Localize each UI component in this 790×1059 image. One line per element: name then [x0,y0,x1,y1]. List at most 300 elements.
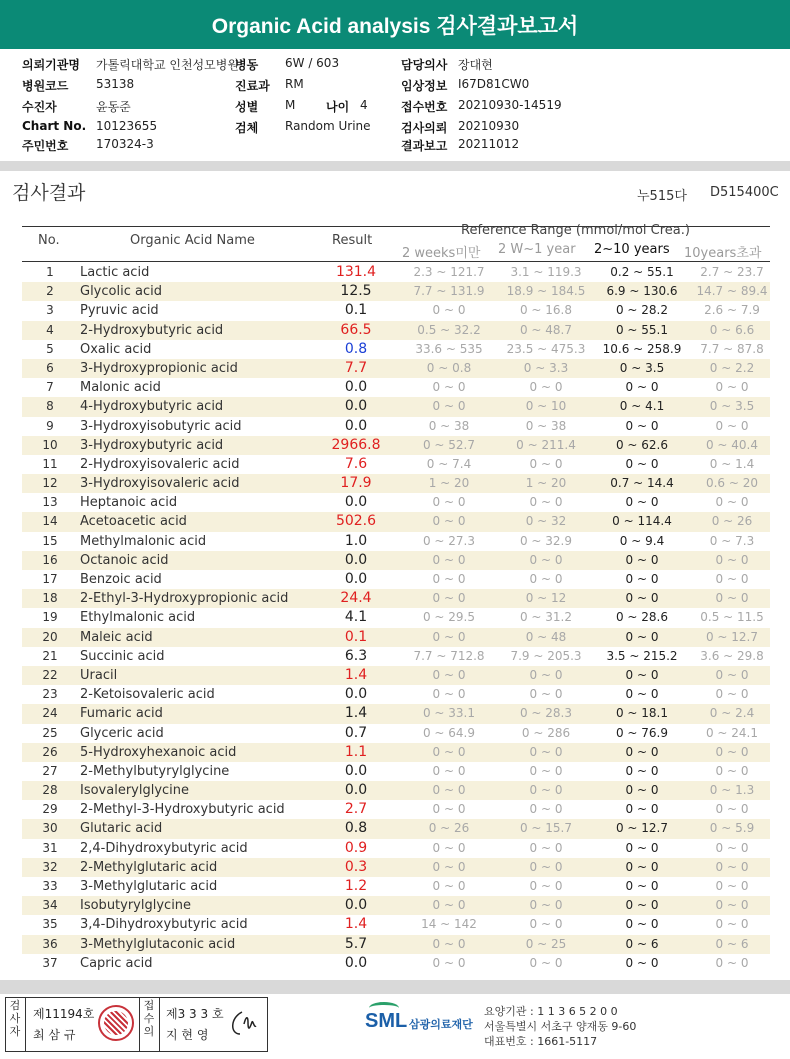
table-row [22,839,770,858]
row-ref-1year: 0 ~ 0 [529,552,563,567]
row-ref-1year: 0 ~ 32 [525,514,567,529]
row-ref-over10: 0 ~ 0 [715,898,749,913]
row-ref-over10: 0 ~ 0 [715,840,749,855]
sign1-license: 제11194호 [33,1007,95,1021]
row-ref-2weeks: 0 ~ 0 [432,840,466,855]
footer-divider [0,980,790,994]
row-acid-name: 3,4-Dihydroxybutyric acid [80,917,248,933]
table-row [22,954,770,973]
row-ref-2weeks: 0 ~ 0 [432,898,466,913]
row-ref-1year: 0 ~ 0 [529,802,563,817]
patient-label: 수진자 [22,100,57,114]
table-row [22,321,770,340]
row-ref-10years: 0 ~ 62.6 [615,437,669,452]
row-result: 1.4 [344,666,368,683]
signature-icon [226,1008,262,1040]
table-row [22,493,770,512]
row-result: 0.0 [344,398,368,415]
table-header-border [22,261,770,262]
row-number: 22 [42,667,58,682]
row-ref-1year: 0 ~ 48.7 [519,322,573,337]
row-result: 0.0 [344,571,368,587]
table-row [22,685,770,704]
receipt-value: 20210930-14519 [458,98,562,112]
row-number: 5 [46,341,54,356]
row-ref-2weeks: 1 ~ 20 [428,476,470,491]
row-ref-10years: 0 ~ 76.9 [615,725,669,740]
header-age-10years: 2~10 years [594,242,670,257]
row-number: 4 [46,322,54,337]
row-ref-1year: 0 ~ 48 [525,629,567,644]
row-ref-1year: 0 ~ 31.2 [519,610,573,625]
row-number: 18 [42,591,58,606]
row-number: 33 [42,879,58,893]
row-ref-over10: 0 ~ 0 [715,763,749,778]
receipt-label: 접수번호 [401,100,448,114]
report-date-label: 결과보고 [401,139,448,153]
row-acid-name: Glyceric acid [80,725,164,741]
table-row [22,455,770,474]
row-acid-name: Oxalic acid [80,341,152,357]
row-ref-10years: 0 ~ 0 [625,898,659,913]
row-acid-name: 2-Hydroxybutyric acid [80,322,224,338]
table-row [22,532,770,551]
report-date-value: 20211012 [458,137,520,151]
row-ref-2weeks: 0 ~ 7.4 [426,456,472,471]
row-ref-2weeks: 14 ~ 142 [421,917,477,932]
row-result: 1.2 [344,878,368,894]
table-row [22,378,770,397]
row-ref-over10: 0 ~ 0 [715,380,749,395]
row-ref-2weeks: 0 ~ 0 [432,802,466,817]
row-acid-name: Heptanoic acid [80,495,178,511]
row-ref-over10: 0 ~ 26 [711,514,753,529]
row-ref-10years: 0 ~ 0 [625,629,659,644]
table-row [22,877,770,896]
test-code: D515400C [710,185,779,200]
signature-box [5,997,268,1052]
row-number: 1 [46,265,54,279]
row-ref-over10: 2.7 ~ 23.7 [700,265,764,279]
row-acid-name: 3-Hydroxypropionic acid [80,360,238,376]
row-result: 7.7 [344,359,368,376]
row-ref-1year: 1 ~ 20 [525,476,567,491]
test-code-korean: 누515다 [637,189,687,204]
row-number: 26 [42,744,58,759]
row-ref-1year: 0 ~ 0 [529,687,563,702]
row-result: 0.7 [344,724,368,741]
row-result: 1.4 [344,705,368,722]
row-ref-over10: 0 ~ 2.4 [709,706,755,721]
row-ref-2weeks: 0 ~ 0 [432,879,466,893]
section-title: 검사결과 [12,182,86,204]
row-number: 37 [42,955,58,970]
row-acid-name: 2,4-Dihydroxybutyric acid [80,840,248,856]
row-ref-10years: 3.5 ~ 215.2 [606,648,678,663]
patient-value: 윤동준 [96,100,131,114]
row-result: 5.7 [344,935,368,952]
row-acid-name: 2-Ethyl-3-Hydroxypropionic acid [80,591,289,607]
row-acid-name: Benzoic acid [80,572,162,587]
row-ref-1year: 0 ~ 0 [529,380,563,395]
row-ref-1year: 0 ~ 3.3 [523,360,569,375]
row-ref-over10: 0 ~ 0 [715,552,749,567]
clinical-info-label: 임상정보 [401,79,448,93]
row-ref-10years: 0 ~ 0 [625,552,659,567]
row-ref-10years: 0 ~ 0 [625,879,659,893]
row-number: 11 [42,456,58,471]
row-ref-over10: 0 ~ 0 [715,667,749,682]
row-ref-over10: 0 ~ 0 [715,591,749,606]
row-ref-1year: 0 ~ 28.3 [519,706,573,721]
sign2-name: 지 현 영 [166,1028,209,1042]
row-ref-10years: 0 ~ 0 [625,840,659,855]
row-acid-name: Capric acid [80,955,153,971]
age-label: 나이 [326,100,350,114]
row-ref-1year: 0 ~ 0 [529,879,563,893]
header-name: Organic Acid Name [130,233,255,248]
table-row [22,282,770,301]
row-acid-name: Succinic acid [80,648,165,664]
ward-label: 병동 [235,58,259,72]
row-ref-10years: 0 ~ 0 [625,744,659,759]
row-result: 0.8 [344,340,368,357]
row-ref-1year: 0 ~ 0 [529,744,563,759]
sex-value: M [285,98,296,112]
row-ref-10years: 0 ~ 9.4 [619,533,665,548]
row-acid-name: Glutaric acid [80,821,163,837]
row-ref-1year: 0 ~ 0 [529,859,563,874]
row-ref-10years: 0 ~ 55.1 [615,322,669,337]
chart-value: 10123655 [96,119,158,133]
row-acid-name: Acetoacetic acid [80,514,187,530]
row-ref-2weeks: 0 ~ 0.8 [426,360,472,375]
row-number: 7 [46,380,54,395]
row-ref-1year: 0 ~ 286 [521,725,571,740]
row-number: 16 [42,552,58,567]
row-ref-2weeks: 0 ~ 0 [432,552,466,567]
row-ref-2weeks: 0 ~ 0 [432,783,466,798]
table-row [22,781,770,800]
header-age-2weeks: 2 weeks미만 [402,246,481,261]
row-result: 0.1 [344,302,368,319]
row-result: 66.5 [340,321,372,338]
table-row [22,570,770,589]
row-ref-over10: 0 ~ 12.7 [705,629,759,644]
row-ref-over10: 0 ~ 0 [715,687,749,702]
row-acid-name: Ethylmalonic acid [80,610,196,626]
row-ref-2weeks: 0 ~ 0 [432,380,466,395]
row-acid-name: Malonic acid [80,380,161,396]
row-ref-2weeks: 0 ~ 0 [432,629,466,644]
logo-mark: SML [365,1010,408,1032]
row-ref-over10: 0.5 ~ 11.5 [700,610,764,625]
row-ref-over10: 0 ~ 1.3 [709,783,755,798]
row-ref-2weeks: 0 ~ 0 [432,744,466,759]
table-row [22,436,770,455]
row-ref-2weeks: 0 ~ 0 [432,303,466,318]
row-ref-2weeks: 0 ~ 26 [428,821,470,836]
row-result: 2966.8 [331,436,381,453]
row-result: 131.4 [335,264,377,280]
row-number: 8 [46,399,54,414]
row-number: 17 [42,572,58,586]
row-number: 34 [42,898,58,913]
department-value: RM [285,77,304,91]
row-ref-over10: 0 ~ 0 [715,955,749,970]
row-ref-1year: 0 ~ 0 [529,898,563,913]
row-ref-over10: 0 ~ 0 [715,418,749,433]
row-ref-2weeks: 0 ~ 33.1 [422,706,476,721]
table-row [22,704,770,723]
row-acid-name: 2-Ketoisovaleric acid [80,687,215,703]
row-ref-over10: 0 ~ 6 [715,936,749,951]
row-result: 0.9 [344,839,368,856]
sex-label: 성별 [235,100,259,114]
row-result: 0.8 [344,820,368,837]
table-row [22,628,770,647]
row-ref-1year: 0 ~ 0 [529,763,563,778]
row-ref-over10: 0 ~ 3.5 [709,399,755,414]
row-number: 35 [42,917,58,932]
table-row [22,512,770,531]
row-number: 10 [42,437,58,452]
row-acid-name: Uracil [80,667,118,683]
table-row [22,896,770,915]
row-ref-over10: 0 ~ 1.4 [709,456,755,471]
row-number: 3 [46,303,54,318]
row-ref-10years: 0.7 ~ 14.4 [610,476,674,491]
row-ref-over10: 0 ~ 5.9 [709,821,755,836]
row-ref-1year: 0 ~ 38 [525,418,567,433]
results-table [22,263,770,973]
row-ref-1year: 0 ~ 25 [525,936,567,951]
row-number: 32 [42,859,58,874]
row-result: 0.0 [344,686,368,703]
row-ref-over10: 2.6 ~ 7.9 [704,303,760,318]
table-row [22,762,770,781]
row-result: 24.4 [340,590,372,607]
row-number: 24 [42,706,58,721]
row-ref-over10: 0 ~ 0 [715,495,749,510]
sign1-role: 검사자 [9,999,21,1038]
row-ref-1year: 0 ~ 0 [529,917,563,932]
row-ref-2weeks: 2.3 ~ 121.7 [413,265,485,279]
row-ref-over10: 0 ~ 2.2 [709,360,755,375]
table-row [22,666,770,685]
table-row [22,935,770,954]
table-row [22,417,770,436]
sign-divider [25,998,26,1051]
row-ref-10years: 0 ~ 3.5 [619,360,665,375]
row-ref-1year: 0 ~ 0 [529,783,563,798]
seal-stamp-icon [98,1005,134,1041]
row-acid-name: 3-Hydroxyisovaleric acid [80,476,240,492]
row-ref-2weeks: 0 ~ 52.7 [422,437,476,452]
row-ref-2weeks: 0 ~ 38 [428,418,470,433]
row-ref-over10: 0.6 ~ 20 [705,476,759,491]
report-title: Organic Acid analysis 검사결과보고서 [0,0,790,49]
row-number: 6 [46,360,54,375]
row-acid-name: 2-Methylglutaric acid [80,859,218,875]
row-acid-name: Fumaric acid [80,706,163,722]
row-ref-10years: 0 ~ 0 [625,495,659,510]
row-number: 31 [42,840,58,855]
row-ref-1year: 0 ~ 0 [529,667,563,682]
table-row [22,340,770,359]
row-ref-1year: 0 ~ 0 [529,495,563,510]
row-ref-2weeks: 7.7 ~ 712.8 [413,648,485,663]
row-ref-1year: 0 ~ 0 [529,572,563,586]
request-value: 20210930 [458,119,520,133]
row-acid-name: 3-Methylglutaconic acid [80,936,236,952]
row-ref-over10: 14.7 ~ 89.4 [696,284,768,299]
row-ref-1year: 0 ~ 15.7 [519,821,573,836]
row-result: 1.0 [344,532,368,549]
row-result: 1.4 [344,916,368,933]
header-reference-range: Reference Range (mmol/mol Crea.) [461,223,690,238]
hospital-code-value: 53138 [96,77,135,91]
row-acid-name: Lactic acid [80,265,150,280]
row-result: 0.0 [344,954,368,971]
row-ref-1year: 0 ~ 12 [525,591,567,606]
row-ref-10years: 0 ~ 0 [625,687,659,702]
row-number: 23 [42,687,58,702]
table-row [22,819,770,838]
row-ref-over10: 0 ~ 0 [715,744,749,759]
row-ref-10years: 0 ~ 0 [625,591,659,606]
row-ref-2weeks: 0 ~ 64.9 [422,725,476,740]
row-ref-10years: 0 ~ 18.1 [615,706,669,721]
sign-divider [159,998,160,1051]
row-ref-1year: 0 ~ 211.4 [516,437,576,452]
row-acid-name: Pyruvic acid [80,303,159,319]
row-ref-10years: 0 ~ 28.2 [615,303,669,318]
row-ref-2weeks: 0 ~ 0 [432,859,466,874]
table-row [22,474,770,493]
resident-value: 170324-3 [96,137,154,151]
table-row [22,800,770,819]
age-value: 4 [360,98,368,112]
row-ref-1year: 18.9 ~ 184.5 [506,284,586,299]
row-ref-over10: 0 ~ 0 [715,879,749,893]
row-result: 17.9 [340,475,372,492]
row-ref-10years: 10.6 ~ 258.9 [602,341,682,356]
row-acid-name: Maleic acid [80,629,153,645]
sign-divider [139,998,140,1051]
row-ref-over10: 0 ~ 40.4 [705,437,759,452]
row-ref-1year: 0 ~ 0 [529,840,563,855]
specimen-value: Random Urine [285,119,371,133]
row-result: 0.0 [344,762,368,779]
row-acid-name: 4-Hydroxybutyric acid [80,399,224,415]
row-result: 0.3 [344,858,368,875]
row-ref-2weeks: 0 ~ 0 [432,514,466,529]
row-ref-2weeks: 0 ~ 0 [432,687,466,702]
row-result: 0.0 [344,897,368,914]
row-result: 0.0 [344,782,368,799]
row-ref-10years: 0 ~ 0 [625,763,659,778]
section-divider [0,161,790,171]
sign1-name: 최 삼 규 [33,1028,76,1042]
table-row [22,647,770,666]
resident-label: 주민번호 [22,139,69,153]
row-ref-10years: 0 ~ 0 [625,955,659,970]
row-acid-name: 3-Hydroxyisobutyric acid [80,418,242,434]
row-ref-10years: 0 ~ 0 [625,667,659,682]
row-ref-2weeks: 0 ~ 0 [432,763,466,778]
row-ref-1year: 0 ~ 16.8 [519,303,573,318]
row-result: 502.6 [335,513,377,530]
row-ref-over10: 0 ~ 6.6 [709,322,755,337]
institution-label: 의뢰기관명 [22,58,80,72]
row-number: 19 [42,610,58,625]
header-age-1year: 2 W~1 year [498,242,576,257]
row-number: 30 [42,821,58,836]
row-ref-1year: 0 ~ 32.9 [519,533,573,548]
table-row [22,301,770,320]
row-acid-name: 2-Hydroxyisovaleric acid [80,456,240,472]
row-number: 27 [42,763,58,778]
row-ref-10years: 0 ~ 0 [625,917,659,932]
row-result: 12.5 [340,283,372,300]
lab-name: 삼광의료재단 [409,1018,473,1031]
row-number: 21 [42,648,58,663]
row-acid-name: 3-Hydroxybutyric acid [80,437,224,453]
row-result: 0.0 [344,551,368,568]
row-result: 1.1 [344,743,368,760]
table-row [22,743,770,762]
lab-address: 서울특별시 서초구 양재동 9-60 [484,1020,637,1033]
row-acid-name: 2-Methylbutyrylglycine [80,763,230,779]
row-number: 29 [42,802,58,817]
row-acid-name: 5-Hydroxyhexanoic acid [80,744,237,760]
row-ref-10years: 0 ~ 4.1 [619,399,665,414]
row-number: 14 [42,514,58,529]
sign2-license: 제3 3 3 호 [166,1007,224,1021]
doctor-label: 담당의사 [401,58,448,72]
row-result: 7.6 [344,455,368,472]
header-result: Result [332,233,373,248]
row-result: 2.7 [344,801,368,818]
care-institution-no: 요양기관 : 1 1 3 6 5 2 0 0 [484,1005,618,1018]
row-ref-2weeks: 0 ~ 0 [432,572,466,586]
row-ref-1year: 23.5 ~ 475.3 [506,341,586,356]
row-ref-1year: 0 ~ 0 [529,456,563,471]
table-row [22,608,770,627]
row-number: 20 [42,629,58,644]
row-result: 0.0 [344,379,368,396]
row-number: 13 [42,495,58,510]
specimen-label: 검체 [235,121,259,135]
row-ref-over10: 0 ~ 24.1 [705,725,759,740]
row-ref-10years: 0 ~ 0 [625,418,659,433]
row-ref-over10: 0 ~ 0 [715,859,749,874]
row-ref-1year: 3.1 ~ 119.3 [510,265,582,279]
row-ref-2weeks: 0 ~ 29.5 [422,610,476,625]
header-age-over10: 10years초과 [684,246,762,261]
row-ref-2weeks: 7.7 ~ 131.9 [413,284,485,299]
row-ref-10years: 0 ~ 28.6 [615,610,669,625]
row-acid-name: 2-Methyl-3-Hydroxybutyric acid [80,802,285,818]
ward-value: 6W / 603 [285,56,340,70]
lab-logo [365,1002,485,1047]
row-ref-over10: 0 ~ 7.3 [709,533,755,548]
row-ref-10years: 6.9 ~ 130.6 [606,284,678,299]
department-label: 진료과 [235,79,270,93]
row-result: 0.0 [344,417,368,434]
row-number: 9 [46,418,54,433]
